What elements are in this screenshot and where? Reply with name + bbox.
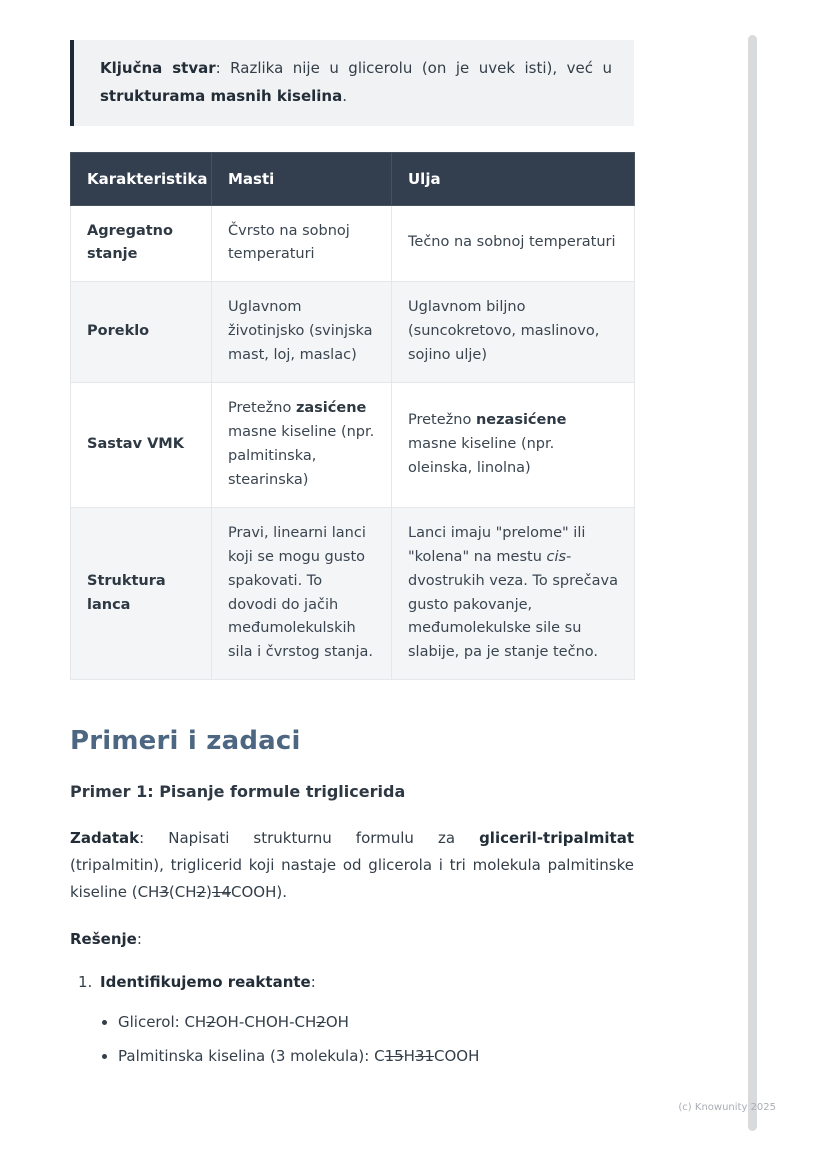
cell-text: masne kiseline (npr. palmitinska, stearinska): [228, 424, 375, 488]
bullet-text: Glicerol: CH: [118, 1012, 207, 1031]
row-label: Agregatno stanje: [71, 205, 212, 282]
zadatak-text: ): [206, 883, 212, 902]
callout-text-end: .: [342, 86, 347, 105]
zadatak-text: COOH).: [231, 883, 287, 902]
copyright-footer: (c) Knowunity 2025: [678, 1102, 776, 1113]
cell-text: Lanci imaju "prelome" ili "kolena" na mestu: [408, 524, 586, 565]
table-cell: [392, 383, 635, 508]
table-cell: Čvrsto na sobnoj temperaturi: [212, 205, 392, 282]
row-label: Struktura lanca: [71, 507, 212, 680]
bullet-text: OH-CHOH-CH: [215, 1012, 317, 1031]
callout-text-segment: : Razlika nije u glicerolu (on je uvek isti), već u: [215, 59, 612, 77]
bullet-text: OH: [325, 1012, 349, 1031]
key-point-callout: [70, 40, 634, 126]
list-item: [118, 1010, 634, 1034]
numbered-step: [70, 970, 634, 996]
list-item: [118, 1044, 634, 1068]
zadatak-text: (CH: [168, 883, 197, 902]
column-header-ulja: Ulja: [392, 152, 635, 205]
cell-text: Pretežno: [408, 412, 476, 429]
cell-bold: nezasićene: [475, 412, 567, 429]
cell-text: Pretežno: [228, 400, 296, 417]
table-cell: Tečno na sobnoj temperaturi: [392, 205, 635, 282]
reactants-list: [70, 1010, 634, 1068]
column-header-masti: Masti: [212, 152, 392, 205]
cell-text: masne kiseline (npr. oleinska, linolna): [408, 435, 555, 476]
step-text: [100, 970, 316, 996]
row-label: Poreklo: [71, 282, 212, 383]
cell-italic: cis-: [546, 548, 572, 565]
step-bold: Identifikujemo reaktante: [100, 973, 311, 992]
column-header-karakteristika: Karakteristika: [71, 152, 212, 205]
zadatak-bold-term: gliceril-tripalmitat: [479, 829, 634, 848]
scrollbar[interactable]: [748, 35, 757, 1131]
example-heading: Primer 1: Pisanje formule triglicerida: [70, 782, 406, 802]
formula-subscript: 2: [206, 1012, 216, 1031]
formula-subscript: 31: [414, 1046, 435, 1065]
resenje-colon: :: [136, 930, 142, 949]
table-header-row: [71, 152, 635, 205]
masti-ulja-comparison-table: [70, 152, 635, 681]
callout-text: [100, 55, 612, 111]
formula-subscript: 2: [316, 1012, 326, 1031]
table-row: [71, 282, 635, 383]
table-cell: [392, 507, 635, 680]
zadatak-label: Zadatak: [70, 829, 140, 848]
formula-subscript: 3: [159, 883, 169, 902]
table-cell: Pravi, linearni lanci koji se mogu gusto spakovati. To dovodi do jačih međumolekulskih sila i čvrstog stanja.: [212, 507, 392, 680]
table-cell: Uglavnom životinjsko (svinjska mast, loj, maslac): [212, 282, 392, 383]
table-row: [71, 383, 635, 508]
zadatak-text: : Napisati strukturnu formulu za: [139, 829, 480, 848]
step-number: 1.: [78, 973, 93, 992]
formula-subscript: 14: [211, 883, 231, 902]
zadatak-text: (tripalmitin), triglicerid koji nastaje od glicerola i tri molekula palmitinske kiseline (CH: [70, 856, 634, 902]
cell-text: dvostrukih veza. To sprečava gusto pakovanje, međumolekulske sile su slabije, pa je stanje tečno.: [408, 572, 619, 661]
bullet-text: COOH: [434, 1046, 480, 1065]
resenje-label: Rešenje: [70, 930, 137, 949]
bullet-text: H: [403, 1046, 415, 1065]
bullet-text: Palmitinska kiselina (3 molekula): C: [118, 1046, 385, 1065]
section-heading: Primeri i zadaci: [70, 726, 301, 757]
formula-subscript: 15: [384, 1046, 404, 1065]
table-row: [71, 507, 635, 680]
table-cell: [212, 383, 392, 508]
callout-bold-emphasis: strukturama masnih kiselina: [100, 86, 343, 105]
document-content: [70, 40, 634, 1068]
step-colon: :: [310, 973, 316, 992]
row-label: Sastav VMK: [71, 383, 212, 508]
cell-bold: zasićene: [295, 400, 367, 417]
zadatak-paragraph: [70, 825, 634, 906]
formula-subscript: 2: [196, 883, 207, 902]
table-row: [71, 205, 635, 282]
callout-bold-lead: Ključna stvar: [100, 59, 216, 77]
resenje-label-line: [70, 930, 634, 948]
table-cell: Uglavnom biljno (suncokretovo, maslinovo, sojino ulje): [392, 282, 635, 383]
